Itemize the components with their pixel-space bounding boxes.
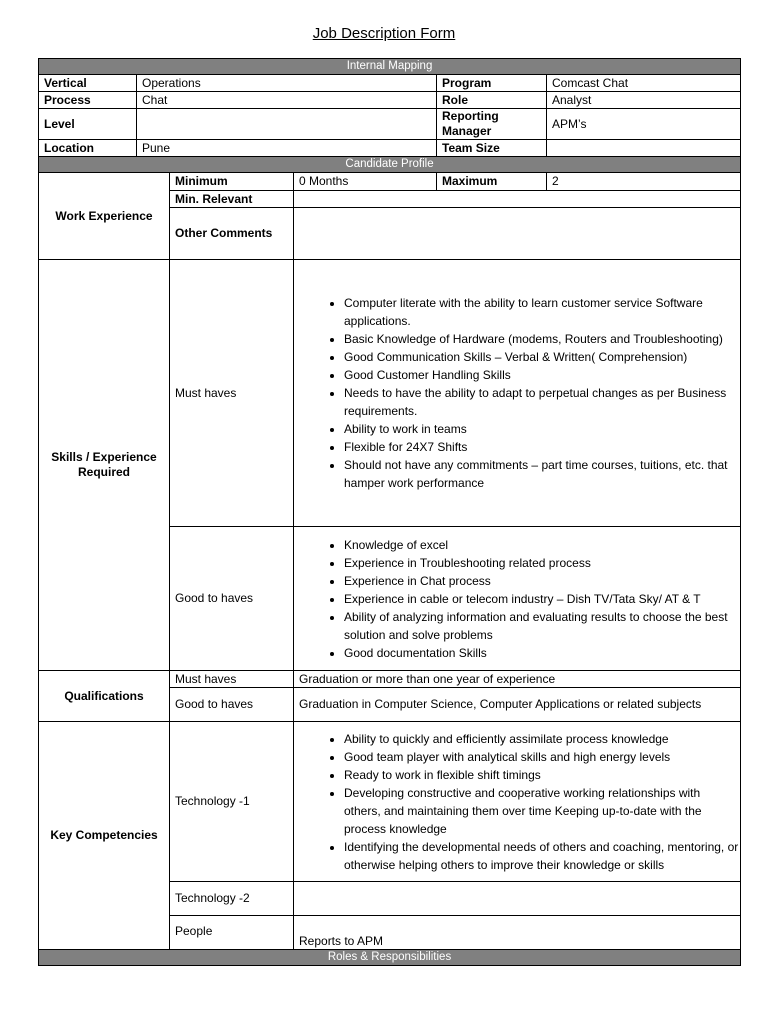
list-item: • Experience in Troubleshooting related process — [344, 554, 740, 572]
qualifications-must-value: Graduation or more than one year of experience — [294, 671, 741, 688]
role-label: Role — [437, 92, 547, 109]
list-item: • Should not have any commitments – part time courses, tuitions, etc. that hamper work performance — [344, 456, 740, 492]
list-item: • Ability to quickly and efficiently assimilate process knowledge — [344, 730, 740, 748]
qualifications-label: Qualifications — [39, 671, 170, 722]
min-relevant-label: Min. Relevant — [170, 191, 294, 208]
process-label: Process — [39, 92, 137, 109]
technology-1-cell — [294, 722, 741, 882]
mapping-row — [39, 140, 741, 157]
program-value: Comcast Chat — [547, 75, 741, 92]
mapping-row — [39, 109, 741, 140]
skills-label: Skills / Experience Required — [39, 260, 170, 671]
list-item: • Good Customer Handling Skills — [344, 366, 740, 384]
minimum-value: 0 Months — [294, 173, 437, 191]
list-item: • Needs to have the ability to adapt to perpetual changes as per Business requirements. — [344, 384, 740, 420]
page-title: Job Description Form — [312, 25, 456, 42]
list-item: • Basic Knowledge of Hardware (modems, Routers and Troubleshooting) — [344, 330, 740, 348]
team-size-label: Team Size — [437, 140, 547, 157]
skills-must-label: Must haves — [170, 260, 294, 527]
list-item: • Good documentation Skills — [344, 644, 740, 662]
skills-good-label: Good to haves — [170, 527, 294, 671]
skills-good-cell — [294, 527, 741, 671]
minimum-label: Minimum — [170, 173, 294, 191]
qualifications-good-value: Graduation in Computer Science, Computer Applications or related subjects — [294, 688, 741, 722]
job-description-form — [38, 58, 740, 966]
form-table — [38, 58, 741, 966]
list-item: • Ability of analyzing information and evaluating results to choose the best solution and solve problems — [344, 608, 740, 644]
other-comments-label: Other Comments — [170, 208, 294, 260]
technology-2-value — [294, 882, 741, 916]
role-value: Analyst — [547, 92, 741, 109]
list-item: • Flexible for 24X7 Shifts — [344, 438, 740, 456]
list-item: • Ability to work in teams — [344, 420, 740, 438]
list-item: • Identifying the developmental needs of others and coaching, mentoring, or otherwise helping others to improve their knowledge or skills — [344, 838, 740, 874]
skills-must-cell — [294, 260, 741, 527]
program-label: Program — [437, 75, 547, 92]
location-label: Location — [39, 140, 137, 157]
list-item: • Computer literate with the ability to learn customer service Software applications. — [344, 294, 740, 330]
level-label: Level — [39, 109, 137, 140]
maximum-label: Maximum — [437, 173, 547, 191]
list-item: • Good team player with analytical skills and high energy levels — [344, 748, 740, 766]
skills-must-list — [294, 294, 740, 492]
skills-good-list — [294, 536, 740, 662]
people-value: Reports to APM — [294, 916, 741, 950]
location-value: Pune — [137, 140, 437, 157]
work-experience-label: Work Experience — [39, 173, 170, 260]
team-size-value — [547, 140, 741, 157]
technology-1-label: Technology -1 — [170, 722, 294, 882]
other-comments-value — [294, 208, 741, 260]
list-item: • Developing constructive and cooperative working relationships with others, and maintaining them over time Keeping up-to-date with the process knowledge — [344, 784, 740, 838]
vertical-label: Vertical — [39, 75, 137, 92]
vertical-value: Operations — [137, 75, 437, 92]
internal-mapping-header: Internal Mapping — [39, 59, 741, 75]
technology-2-label: Technology -2 — [170, 882, 294, 916]
qualifications-good-label: Good to haves — [170, 688, 294, 722]
mapping-row — [39, 92, 741, 109]
technology-1-list — [294, 730, 740, 874]
list-item: • Experience in Chat process — [344, 572, 740, 590]
list-item: • Experience in cable or telecom industry – Dish TV/Tata Sky/ AT & T — [344, 590, 740, 608]
min-relevant-value — [294, 191, 741, 208]
mapping-row — [39, 75, 741, 92]
key-competencies-label: Key Competencies — [39, 722, 170, 950]
reporting-manager-label: Reporting Manager — [437, 109, 547, 140]
roles-responsibilities-header: Roles & Responsibilities — [39, 950, 741, 966]
maximum-value: 2 — [547, 173, 741, 191]
reporting-manager-value: APM’s — [547, 109, 741, 140]
people-label: People — [170, 916, 294, 950]
list-item: • Good Communication Skills – Verbal & Written( Comprehension) — [344, 348, 740, 366]
candidate-profile-header: Candidate Profile — [39, 157, 741, 173]
process-value: Chat — [137, 92, 437, 109]
list-item: • Knowledge of excel — [344, 536, 740, 554]
level-value — [137, 109, 437, 140]
qualifications-must-label: Must haves — [170, 671, 294, 688]
list-item: • Ready to work in flexible shift timings — [344, 766, 740, 784]
